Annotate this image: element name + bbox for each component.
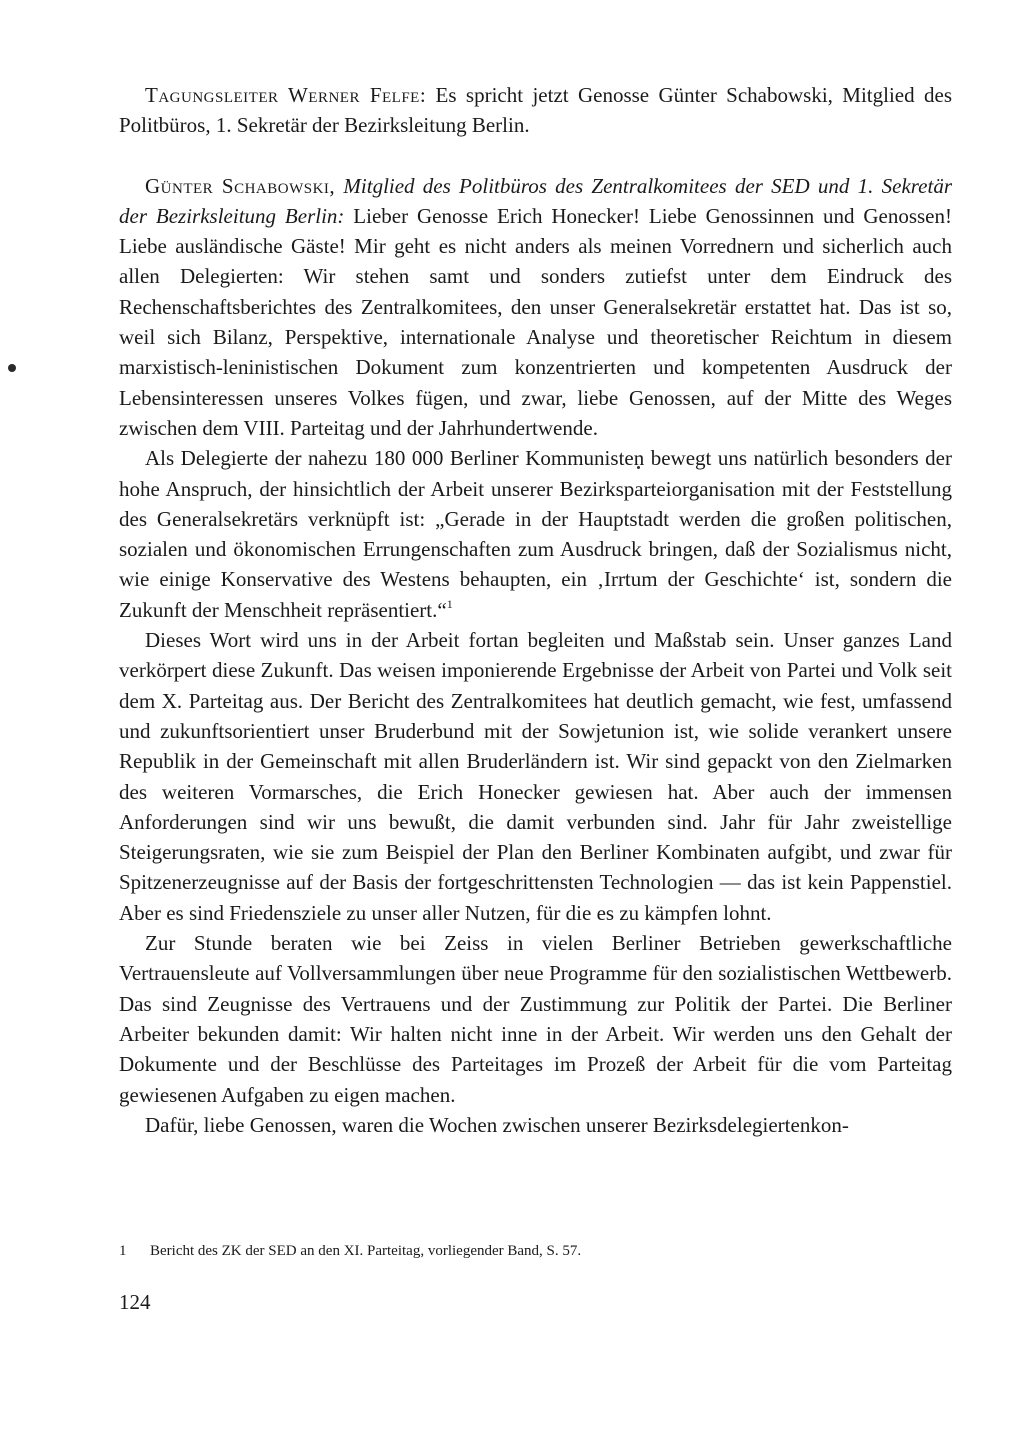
chair-speaker: Tagungsleiter Werner Felfe: (145, 83, 427, 107)
footnote-reference: 1 (446, 596, 453, 611)
margin-mark (8, 364, 16, 372)
speech-opening-paragraph (119, 171, 952, 444)
speech-paragraph-5: Dafür, liebe Genossen, waren die Wochen zwischen unserer Bezirksdelegiertenkon- (145, 1112, 849, 1137)
speaker-role: Mitglied des Politbüros des Zentralkomitees der SED und 1. Sekretär der Bezirksleitung Berlin: (119, 173, 952, 228)
section-gap (119, 141, 952, 171)
speech-paragraph-4: Zur Stunde beraten wie bei Zeiss in vielen Berliner Betrieben gewerkschaftliche Vertrauensleute auf Vollversammlungen über neue Programme für den sozialistischen Wettbewerb. Das sind Zeugnisse des Vertrauens und der Zustimmung zur Politik der Partei. Die Berliner Arbeiter bekunden damit: Wir halten nicht inne in der Arbeit. Wir werden uns den Gehalt der Dokumente und der Beschlüsse des Parteitages im Prozeß der Arbeit für die vom Parteitag gewiesenen Aufgaben zu eigen machen. (119, 931, 952, 1107)
page-body (119, 80, 952, 1140)
speaker-name: Günter Schabowski, (145, 173, 336, 198)
speech-paragraph-3: Dieses Wort wird uns in der Arbeit fortan begleiten und Maßstab sein. Unser ganzes Land verkörpert diese Zukunft. Das weisen imponierende Ergebnisse der Arbeit von Partei und Volk seit dem X. Parteitag aus. Der Bericht des Zentralkomitees hat deutlich gemacht, wie fest, umfassend und zukunftsorientiert unser Bruderbund mit der Sowjetunion ist, wie solide verankert unsere Republik in der Gemeinschaft mit allen Bruderländern ist. Wir sind gepackt von den Zielmarken des weiteren Vormarsches, die Erich Honecker gewiesen hat. Aber auch der immensen Anforderungen sind wir uns bewußt, die damit verbunden sind. Jahr für Jahr zweistellige Steigerungsraten, wie sie zum Beispiel der Plan den Berliner Kombinaten aufgibt, und zwar für Spitzenerzeugnisse auf der Basis der fortgeschrittensten Technologien — das ist kein Pappenstiel. Aber es sind Friedensziele zu unser aller Nutzen, für die es zu kämpfen lohnt. (119, 628, 952, 925)
chair-announcement-text: Es spricht jetzt Genosse Günter Schabowski, Mitglied des Politbüros, 1. Sekretär der Bezirksleitung Berlin. (119, 83, 952, 138)
speech-paragraph-2 (119, 443, 952, 625)
paragraph-2-text: Als Delegierte der nahezu 180 000 Berliner Kommunisten bewegt uns natürlich besonders der hohe Anspruch, der hinsichtlich der Arbeit unserer Bezirksparteiorganisation mit der Feststellung des Generalsekretärs verknüpft ist: „Gerade in der Hauptstadt werden die großen politischen, sozialen und ökonomischen Errungenschaften zum Ausdruck bringen, daß der Sozialismus nicht, wie einige Konservative des Westens behaupten, ein ‚Irrtum der Geschichte‘ ist, sondern die Zukunft der Menschheit repräsentiert.“ (119, 446, 952, 622)
footnote (119, 1241, 952, 1261)
chair-announcement (119, 80, 952, 141)
page-number: 124 (119, 1290, 151, 1314)
footnote-number: 1 (119, 1243, 127, 1259)
speech-opening-text: Lieber Genosse Erich Honecker! Liebe Genossinnen und Genossen! Liebe ausländische Gäste! Mir geht es nicht anders als meinen Vorrednern und sicherlich auch allen Delegierten: Wir stehen samt und sonders zutiefst unter dem Eindruck des Rechenschaftsberichtes des Zentralkomitees, den unser Generalsekretär erstattet hat. Das ist so, weil sich Bilanz, Perspektive, internationale Analyse und theoretischer Reichtum in diesem marxistisch-leninistischen Dokument zum konzentrierten und kompetenten Ausdruck der Lebensinteressen unseres Volkes fügen, und zwar, liebe Genossen, auf der Mitte des Weges zwischen dem VIII. Parteitag und der Jahrhundertwende. (119, 203, 952, 440)
footnote-text: Bericht des ZK der SED an den XI. Parteitag, vorliegender Band, S. 57. (150, 1243, 582, 1259)
